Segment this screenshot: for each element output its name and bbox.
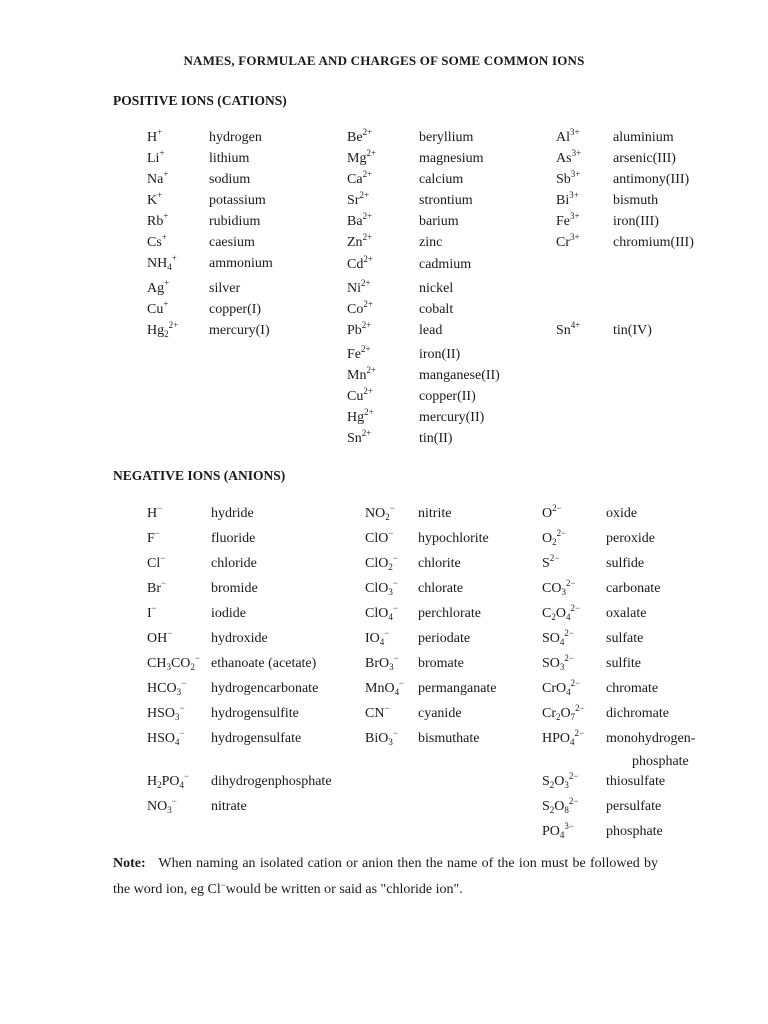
anion-name-oxalate: oxalate: [606, 606, 647, 621]
anion-formula-chlorate: ClO$_3$−: [365, 578, 398, 597]
anion-name-chromate: chromate: [606, 681, 659, 696]
anion-name-phosphate: phosphate: [606, 824, 663, 839]
cation-formula-cadmium: $Cd^{2+}$: [347, 254, 373, 272]
cation-formula-silver: Ag+: [147, 278, 170, 296]
anion-formula-hydroxide: OH−: [147, 628, 173, 646]
note-charge: −: [220, 879, 226, 890]
cation-name-caesium: caesium: [209, 235, 255, 250]
anion-formula-sulfide: $S^{2-}$: [542, 553, 560, 571]
cation-name-silver: silver: [209, 281, 241, 296]
anion-formula-monohydrogen: $HPO_4^{2-}$: [542, 728, 585, 747]
anion-formula-carbonate: $CO_3^{2-}$: [542, 578, 576, 597]
anion-name-iodide: iodide: [211, 606, 246, 621]
anion-formula-dihydrogenphosphate: $H_2PO_4^-$: [147, 771, 190, 790]
cation-name-lead: lead: [419, 323, 443, 338]
anion-name-sulfide: sulfide: [606, 556, 645, 571]
anion-name-cyanide: cyanide: [418, 706, 462, 721]
anion-name-hydrogensulfate: hydrogensulfate: [211, 731, 302, 746]
cation-formula-bismuth: $Bi^{3+}$: [556, 190, 579, 208]
cation-name-potassium: potassium: [209, 193, 266, 208]
anion-name-hydride: hydride: [211, 506, 254, 521]
cation-formula-iron-ii: $Fe^{2+}$: [347, 344, 371, 362]
cation-formula-potassium: K+: [147, 190, 163, 208]
anion-formula-nitrite: $NO_2^-$: [365, 503, 395, 522]
anion-name-hydroxide: hydroxide: [211, 631, 268, 646]
cation-name-mercury-i: mercury(I): [209, 323, 270, 338]
note-text-end: would be written or said as "chloride ion".: [225, 881, 463, 897]
cation-formula-iron-iii: $Fe^{3+}$: [556, 211, 580, 229]
cation-name-magnesium: magnesium: [419, 151, 484, 166]
cation-formula-copper-i: Cu+: [147, 299, 169, 317]
cation-name-cobalt: cobalt: [419, 302, 454, 317]
anion-formula-chlorite: ClO$_2$−: [365, 553, 398, 572]
anions-heading: NEGATIVE IONS (ANIONS): [113, 468, 286, 483]
cation-name-ammonium: ammonium: [209, 256, 273, 271]
cation-name-manganese-ii: manganese(II): [419, 368, 500, 383]
anion-formula-sulfite: $SO_3^{2-}$: [542, 653, 574, 672]
anion-formula-oxide: $O^{2-}$: [542, 503, 562, 521]
cation-formula-barium: $Ba^{2+}$: [347, 211, 373, 229]
anion-formula-chloride: Cl−: [147, 553, 166, 571]
cation-formula-arsenic-iii: $As^{3+}$: [556, 148, 582, 166]
anion-name-dichromate: dichromate: [606, 706, 669, 721]
anion-formula-sulfate: $SO_4^{2-}$: [542, 628, 574, 647]
anion-formula-hydrogencarbonate: $HCO_3^-$: [147, 678, 187, 697]
anion-formula-dichromate: $Cr_2O_7^{2-}$: [542, 703, 585, 722]
anion-formula-iodide: I−: [147, 603, 157, 621]
cation-name-hydrogen: hydrogen: [209, 130, 262, 145]
cation-formula-mercury-i: $Hg_2^{2+}$: [147, 320, 179, 339]
note-label: Note:: [113, 856, 146, 871]
cation-name-aluminium: aluminium: [613, 130, 674, 145]
cation-name-barium: barium: [419, 214, 459, 229]
cation-formula-beryllium: $Be^{2+}$: [347, 127, 373, 145]
anion-name-peroxide: peroxide: [606, 531, 655, 546]
cation-name-sodium: sodium: [209, 172, 251, 187]
anion-name-persulfate: persulfate: [606, 799, 662, 814]
cation-name-rubidium: rubidium: [209, 214, 261, 229]
cation-name-copper-i: copper(I): [209, 302, 262, 317]
anion-name-chloride: chloride: [211, 556, 257, 571]
cation-name-zinc: zinc: [419, 235, 443, 250]
cation-formula-mercury-ii: $Hg^{2+}$: [347, 407, 374, 425]
cation-name-antimony-iii: antimony(III): [613, 172, 690, 187]
cation-name-strontium: strontium: [419, 193, 473, 208]
anion-formula-fluoride: F−: [147, 528, 160, 546]
cation-formula-zinc: $Zn^{2+}$: [347, 232, 373, 250]
cation-name-arsenic-iii: arsenic(III): [613, 151, 676, 166]
anion-formula-bromate: BrO$_3$−: [365, 653, 399, 672]
anion-formula-cyanide: CN−: [365, 703, 390, 721]
cation-formula-aluminium: $Al^{3+}$: [556, 127, 580, 145]
anion-name-chlorate: chlorate: [418, 581, 464, 596]
cation-formula-caesium: Cs+: [147, 232, 167, 250]
anion-name-chlorite: chlorite: [418, 556, 461, 571]
anion-formula-persulfate: $S_2O_8^{2-}$: [542, 796, 579, 815]
note-text: When naming an isolated cation or anion then the name of the ion must be followed by the word ion, eg Cl: [113, 856, 659, 897]
cation-formula-lithium: Li+: [147, 148, 165, 166]
cation-name-mercury-ii: mercury(II): [419, 410, 485, 425]
anion-formula-oxalate: $C_2O_4^{2-}$: [542, 603, 581, 622]
cations-heading: POSITIVE IONS (CATIONS): [113, 93, 287, 108]
cation-formula-manganese-ii: $Mn^{2+}$: [347, 365, 377, 383]
anion-name-sulfite: sulfite: [606, 656, 641, 671]
cation-name-tin-iv: tin(IV): [613, 323, 652, 338]
cation-formula-lead: $Pb^{2+}$: [347, 320, 372, 338]
anion-name-bromate: bromate: [418, 656, 464, 671]
anion-name-fluoride: fluoride: [211, 531, 256, 546]
anion-formula-bismuthate: BiO$_3$−: [365, 728, 398, 747]
anion-name-bismuthate: bismuthate: [418, 731, 480, 746]
cation-formula-rubidium: Rb+: [147, 211, 169, 229]
cation-name-beryllium: beryllium: [419, 130, 474, 145]
anion-name-sulfate: sulfate: [606, 631, 644, 646]
anion-name-nitrate: nitrate: [211, 799, 247, 814]
cation-name-copper-ii: copper(II): [419, 389, 476, 404]
anion-formula-nitrate: $NO_3^-$: [147, 796, 177, 815]
anion-name-hypochlorite: hypochlorite: [418, 531, 489, 546]
anion-name-carbonate: carbonate: [606, 581, 661, 596]
cation-name-iron-iii: iron(III): [613, 214, 659, 229]
cation-formula-strontium: $Sr^{2+}$: [347, 190, 370, 208]
cation-name-iron-ii: iron(II): [419, 347, 461, 362]
cation-formula-chromium-iii: $Cr^{3+}$: [556, 232, 580, 250]
anion-formula-bromide: Br−: [147, 578, 167, 596]
anion-formula-peroxide: $O_2^{2-}$: [542, 528, 567, 547]
cation-formula-hydrogen: H+: [147, 127, 163, 145]
anion-name-oxide: oxide: [606, 506, 638, 521]
cation-formula-magnesium: $Mg^{2+}$: [347, 148, 377, 166]
anion-name-periodate: periodate: [418, 631, 471, 646]
anion-formula-perchlorate: ClO$_4$−: [365, 603, 398, 622]
anion-formula-phosphate: $PO_4^{3-}$: [542, 821, 574, 840]
cation-name-lithium: lithium: [209, 151, 250, 166]
cation-formula-sodium: Na+: [147, 169, 169, 187]
cation-name-bismuth: bismuth: [613, 193, 659, 208]
anion-name-phosphate: phosphate: [632, 754, 689, 769]
page-title: NAMES, FORMULAE AND CHARGES OF SOME COMMON IONS: [183, 53, 585, 68]
cation-name-calcium: calcium: [419, 172, 464, 187]
anion-name-ethanoate-acetate: ethanoate (acetate): [211, 656, 317, 671]
anion-name-dihydrogenphosphate: dihydrogenphosphate: [211, 774, 332, 789]
cation-formula-calcium: $Ca^{2+}$: [347, 169, 373, 187]
anion-formula-hydride: H−: [147, 503, 163, 521]
anion-name-nitrite: nitrite: [418, 506, 452, 521]
note-paragraph: [113, 851, 658, 902]
cation-formula-tin-iv: $Sn^{4+}$: [556, 320, 581, 338]
cation-formula-tin-ii: $Sn^{2+}$: [347, 428, 372, 446]
anion-name-bromide: bromide: [211, 581, 258, 596]
cation-formula-copper-ii: $Cu^{2+}$: [347, 386, 373, 404]
cation-name-cadmium: cadmium: [419, 257, 472, 272]
cation-name-nickel: nickel: [419, 281, 454, 296]
anion-name-perchlorate: perchlorate: [418, 606, 481, 621]
anion-formula-hydrogensulfate: $HSO_4^-$: [147, 728, 185, 747]
anion-name-thiosulfate: thiosulfate: [606, 774, 666, 789]
anion-name-hydrogensulfite: hydrogensulfite: [211, 706, 299, 721]
cation-formula-nickel: $Ni^{2+}$: [347, 278, 371, 296]
cation-name-tin-ii: tin(II): [419, 431, 453, 446]
anion-formula-chromate: CrO$_4^{2-}$: [542, 678, 581, 697]
anion-formula-thiosulfate: $S_2O_3^{2-}$: [542, 771, 579, 790]
cation-formula-antimony-iii: $Sb^{3+}$: [556, 169, 581, 187]
anion-name-hydrogencarbonate: hydrogencarbonate: [211, 681, 319, 696]
anion-formula-permanganate: MnO$_4$−: [365, 678, 405, 697]
cation-formula-ammonium: $NH_4^+$: [147, 253, 177, 272]
anion-formula-hypochlorite: ClO−: [365, 528, 394, 546]
anion-formula-hydrogensulfite: $HSO_3^-$: [147, 703, 185, 722]
cation-name-chromium-iii: chromium(III): [613, 235, 694, 250]
anion-formula-ethanoate-acetate: $CH_3CO_2^-$: [147, 653, 200, 672]
cation-formula-cobalt: $Co^{2+}$: [347, 299, 373, 317]
anion-name-permanganate: permanganate: [418, 681, 497, 696]
anion-formula-periodate: $IO_4^-$: [365, 628, 390, 647]
anion-name-monohydrogen: monohydrogen-: [606, 731, 696, 746]
